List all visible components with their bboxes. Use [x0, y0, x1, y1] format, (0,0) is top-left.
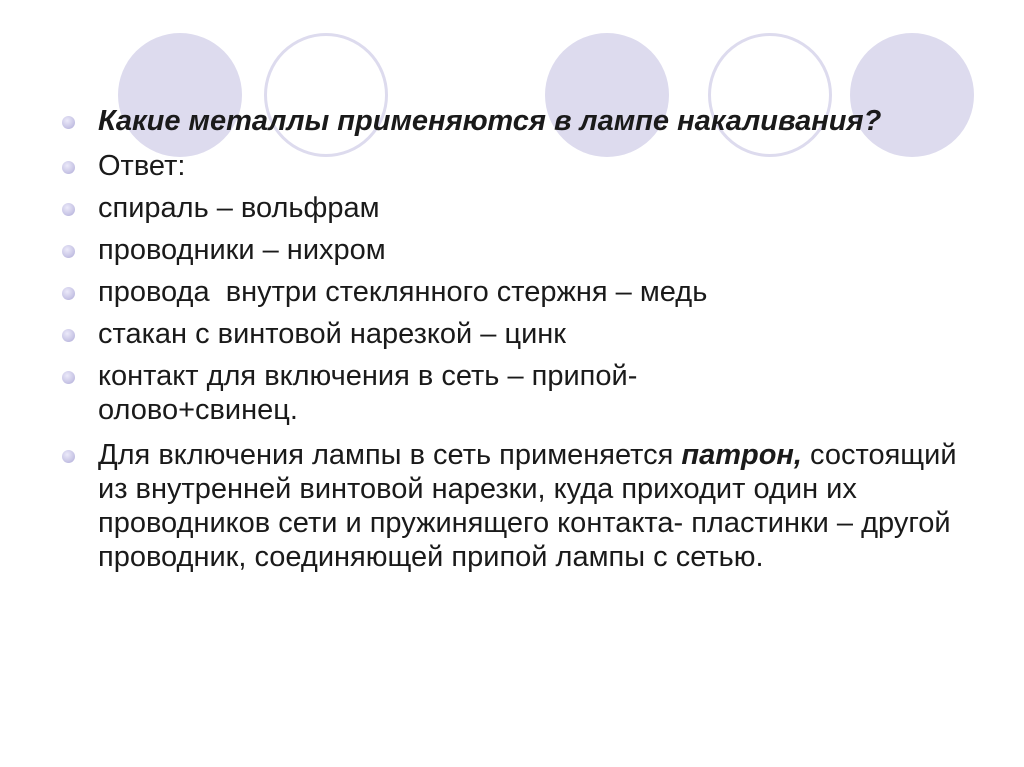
list-item-text: контакт для включения в сеть – припой-олово+свинец. — [98, 360, 638, 426]
list-item — [62, 275, 962, 309]
list-item — [62, 359, 738, 427]
list-item-text: Ответ: — [98, 150, 186, 182]
bullet-icon — [62, 161, 75, 174]
list-item-text: провода внутри стеклянного стержня – медь — [98, 276, 708, 308]
bullet-icon — [62, 371, 75, 384]
bullet-icon — [62, 245, 75, 258]
final-text-emphasis: патрон, — [681, 439, 802, 471]
bullet-icon — [62, 203, 75, 216]
list-item-text: спираль – вольфрам — [98, 192, 380, 224]
question-text: Какие металлы применяются в лампе накаливания? — [98, 105, 882, 137]
list-item-text: проводники – нихром — [98, 234, 386, 266]
bullet-icon — [62, 116, 75, 129]
list-item — [62, 191, 962, 225]
final-text-before: Для включения лампы в сеть применяется — [98, 439, 682, 471]
list-item-question — [62, 104, 962, 138]
list-item-text: стакан с винтовой нарезкой – цинк — [98, 318, 566, 350]
bullet-list — [62, 104, 962, 585]
bullet-icon — [62, 329, 75, 342]
list-item — [62, 149, 962, 183]
bullet-icon — [62, 450, 75, 463]
list-item-final — [62, 438, 962, 574]
list-item — [62, 317, 962, 351]
bullet-icon — [62, 287, 75, 300]
list-item — [62, 233, 962, 267]
final-text-after: состоящий из внутренней винтовой нарезки, куда приходит один их проводников сети и пружинящего контакта- пластинки – другой проводник, соединяющей припой лампы с сетью. — [98, 439, 957, 573]
